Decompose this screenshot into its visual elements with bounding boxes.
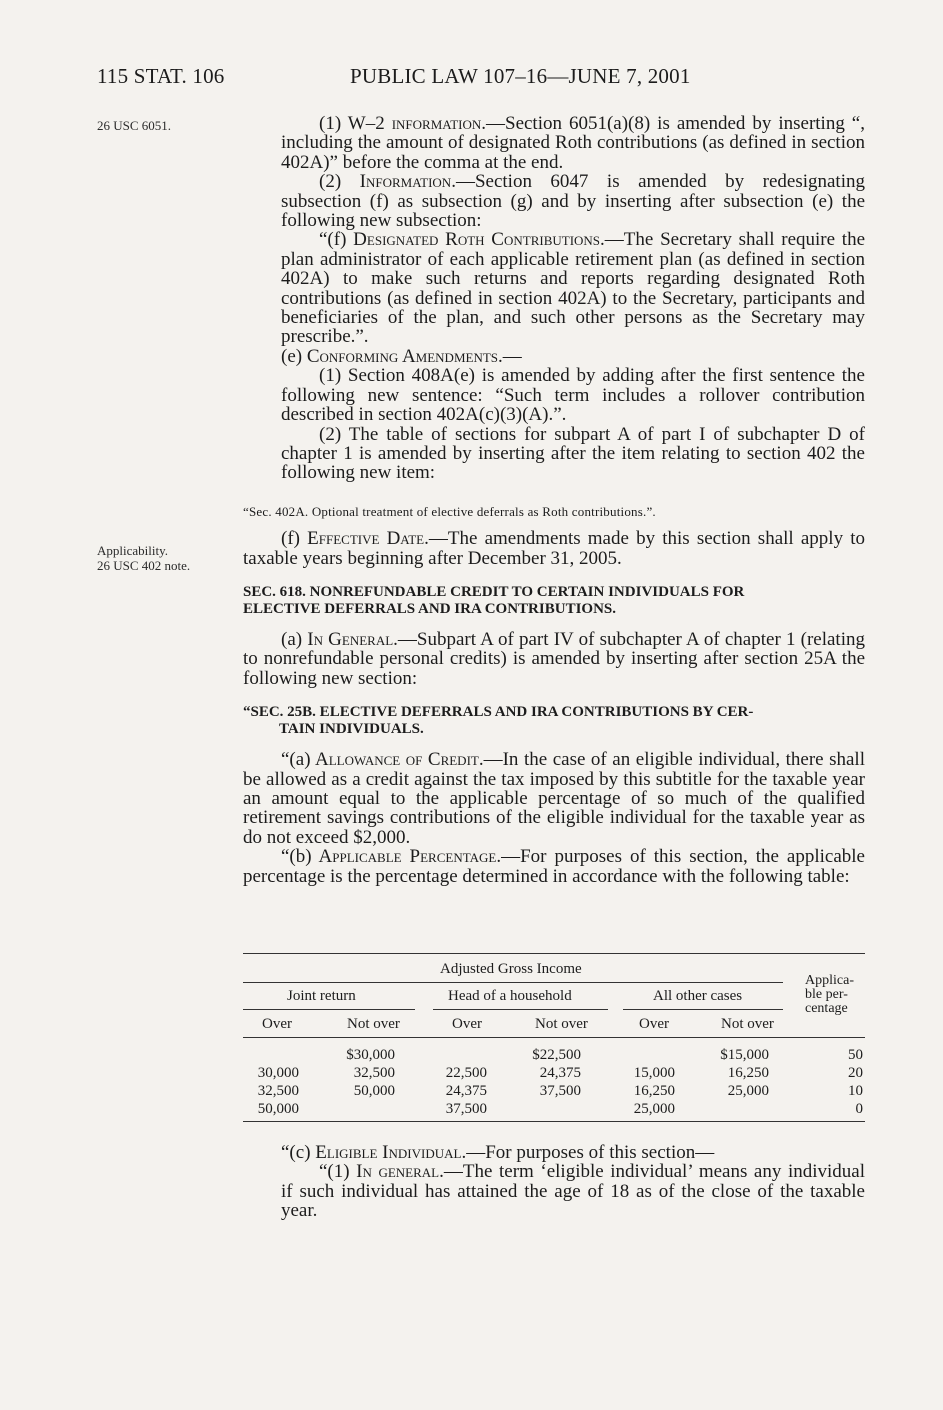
table-col-head-of-household: Head of a household: [448, 988, 572, 1004]
paragraph-amendment-1: (1) Section 408A(e) is amended by adding after the first sentence the following new sentence: “Such term includes a rollover contribution described in section 402A(c)(3)(A).”.: [281, 365, 865, 426]
table-top-rule: [243, 953, 865, 954]
table-cell-h-over: 22,500: [445, 1065, 487, 1081]
paragraph-effective-date: (f) Effective Date.—The amendments made by this section shall apply to taxable years beginning after December 31, 2005.: [243, 528, 865, 569]
table-cell-pct: 50: [848, 1047, 863, 1063]
paragraph-designated-roth: “(f) Designated Roth Contributions.—The Secretary shall require the plan administrator of each applicable retirement plan (as defined in section 402A) to make such returns and reports regarding designated Roth contributions (as defined in section 402A) to the Secretary, participants and beneficiaries of the plan, and such other persons as the Secretary may prescribe.”.: [281, 229, 866, 348]
table-subrule-other: [623, 1009, 783, 1010]
page-number: 115 STAT. 106: [97, 64, 225, 88]
paragraph-in-general: (a) In General.—Subpart A of part IV of subchapter A of chapter 1 (relating to nonrefundable personal credits) is amended by inserting after section 25A the following new section:: [243, 628, 865, 689]
table-cell-o-not: 16,250: [727, 1065, 769, 1081]
paragraph-conforming-amendments: (e) Conforming Amendments.—: [281, 345, 522, 367]
table-other-over-label: Over: [639, 1016, 669, 1032]
table-cell-o-over: 25,000: [633, 1101, 675, 1117]
section-618-heading: SEC. 618. NONREFUNDABLE CREDIT TO CERTAIN INDIVIDUALS FOR ELECTIVE DEFERRALS AND IRA CONTRIBUTIONS.: [243, 583, 745, 617]
table-cell-j-over: 50,000: [257, 1101, 299, 1117]
paragraph-amendment-2: (2) The table of sections for subpart A of part I of subchapter D of chapter 1 is amended by inserting after the item relating to section 402 the following new item:: [281, 423, 865, 484]
table-cell-j-over: 30,000: [257, 1065, 299, 1081]
paragraph-applicable-percentage: “(b) Applicable Percentage.—For purposes of this section, the applicable percentage is the percentage determined in accordance with the following table:: [243, 846, 865, 887]
table-cell-pct: 0: [855, 1101, 863, 1117]
table-cell-j-over: 32,500: [257, 1083, 299, 1099]
body-text-after-table: [243, 1143, 865, 1221]
paragraph-allowance-of-credit: “(a) Allowance of Credit.—In the case of an eligible individual, there shall be allowed as a credit against the tax imposed by this subtitle for the taxable year an amount equal to the applicable percentage of so much of the qualified retirement savings contributions of the eligible individual for the taxable year as do not exceed $2,000.: [243, 749, 865, 848]
margin-note-applicability: Applicability.: [97, 543, 169, 558]
table-group-header: Adjusted Gross Income: [440, 961, 582, 977]
margin-note-usc-6051: 26 USC 6051.: [97, 118, 172, 133]
table-subrule-joint: [243, 1009, 415, 1010]
page-title: PUBLIC LAW 107–16—JUNE 7, 2001: [350, 64, 691, 88]
table-cell-h-not: 24,375: [539, 1065, 581, 1081]
table-col-all-other: All other cases: [653, 988, 743, 1004]
table-header-bottom-rule: [243, 1037, 865, 1038]
table-cell-pct: 10: [848, 1083, 863, 1099]
margin-note-usc-402-note: 26 USC 402 note.: [97, 558, 191, 573]
table-joint-not-over-label: Not over: [347, 1016, 400, 1032]
body-text: [243, 114, 865, 886]
paragraph-eligible-in-general: “(1) In general.—The term ‘eligible individual’ means any individual if such individual has attained the age of 18 as of the close of the taxable year.: [281, 1161, 865, 1222]
table-cell-j-not: $30,000: [346, 1047, 395, 1063]
table-cell-j-not: 32,500: [353, 1065, 395, 1081]
table-cell-o-over: 16,250: [633, 1083, 675, 1099]
table-bottom-rule: [243, 1121, 865, 1122]
table-col-applicable-percentage: Applica- ble per- centage: [805, 973, 854, 1016]
table-cell-h-over: 37,500: [445, 1101, 487, 1117]
table-group-rule: [243, 982, 783, 983]
table-subrule-head: [433, 1009, 608, 1010]
table-cell-h-over: 24,375: [445, 1083, 487, 1099]
paragraph-w2-information: (1) W–2 information.—Section 6051(a)(8) is amended by inserting “, including the amount of designated Roth contributions (as defined in section 402A)” before the comma at the end.: [281, 113, 865, 173]
table-cell-pct: 20: [848, 1065, 863, 1081]
table-head-not-over-label: Not over: [535, 1016, 588, 1032]
table-cell-j-not: 50,000: [353, 1083, 395, 1099]
section-25b-heading: “SEC. 25B. ELECTIVE DEFERRALS AND IRA CONTRIBUTIONS BY CER- TAIN INDIVIDUALS.: [243, 704, 754, 738]
table-cell-o-over: 15,000: [633, 1065, 675, 1081]
table-other-not-over-label: Not over: [721, 1016, 774, 1032]
table-head-over-label: Over: [452, 1016, 482, 1032]
paragraph-eligible-individual: “(c) Eligible Individual.—For purposes of this section—: [281, 1142, 715, 1163]
table-cell-h-not: $22,500: [532, 1047, 581, 1063]
paragraph-information: (2) Information.—Section 6047 is amended by redesignating subsection (f) as subsection (g) and by inserting after subsection (e) the following new subsection:: [281, 171, 865, 232]
table-cell-o-not: $15,000: [720, 1047, 769, 1063]
table-col-joint-return: Joint return: [287, 988, 356, 1004]
table-joint-over-label: Over: [262, 1016, 292, 1032]
quoted-table-item: “Sec. 402A. Optional treatment of elective deferrals as Roth contributions.”.: [243, 503, 656, 519]
table-cell-o-not: 25,000: [727, 1083, 769, 1099]
table-cell-h-not: 37,500: [539, 1083, 581, 1099]
